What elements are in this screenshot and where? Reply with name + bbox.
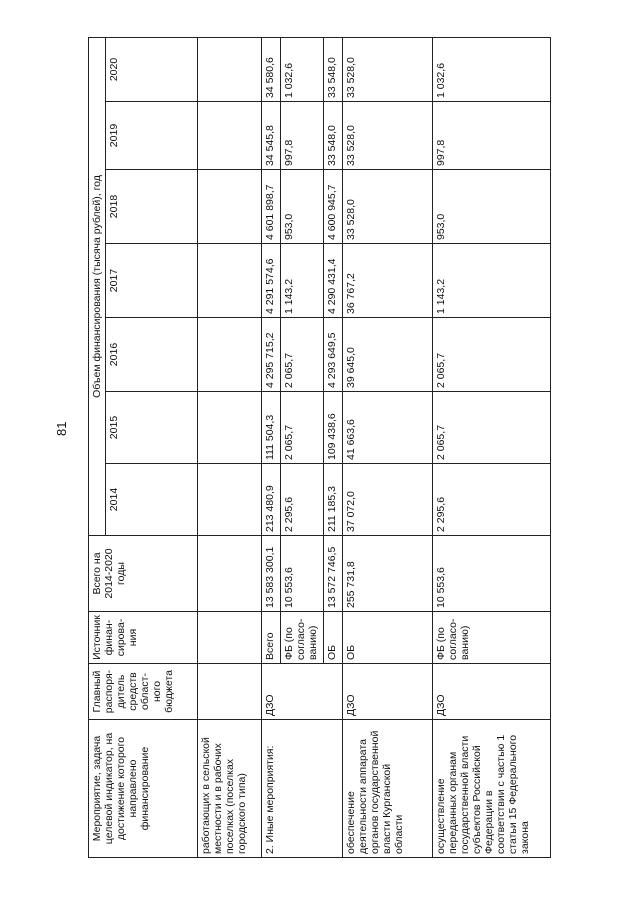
cell-value: 4 295 715,2: [262, 318, 281, 392]
header-year: 2015: [106, 392, 198, 464]
header-row-1: [89, 37, 106, 857]
cell-value: 4 291 574,6: [262, 244, 281, 318]
header-year: 2016: [106, 318, 198, 392]
cell-value: 39 645,0: [343, 318, 433, 392]
cell-value: 213 480,9: [262, 464, 281, 536]
cell-value: 953,0: [433, 170, 551, 244]
cell-source: [198, 612, 262, 664]
cell-source: Всего: [262, 612, 281, 664]
cell-value: 33 528,0: [343, 37, 433, 101]
cell-value: 997,8: [433, 102, 551, 170]
cell-value: 1 143,2: [433, 244, 551, 318]
cell-total: 10 553,6: [433, 536, 551, 612]
cell-event: работающих в сельской местности и в рабочих поселках (поселках городского типа): [198, 720, 262, 858]
cell-source: ОБ: [324, 612, 343, 664]
cell-value: 33 548,0: [324, 102, 343, 170]
cell-value: 33 548,0: [324, 37, 343, 101]
header-year: 2014: [106, 464, 198, 536]
cell-value: 4 293 649,5: [324, 318, 343, 392]
table-row: [433, 37, 551, 857]
cell-value: 2 065,7: [433, 318, 551, 392]
cell-value: 211 185,3: [324, 464, 343, 536]
cell-total: 10 553,6: [281, 536, 324, 612]
cell-value: 2 295,6: [281, 464, 324, 536]
cell-total: [198, 536, 262, 612]
cell-value: 4 290 431,4: [324, 244, 343, 318]
cell-value: [198, 102, 262, 170]
cell-value: [198, 170, 262, 244]
cell-value: 1 032,6: [281, 37, 324, 101]
cell-total: 255 731,8: [343, 536, 433, 612]
table-row: [343, 37, 433, 857]
cell-manager: ДЗО: [262, 664, 343, 720]
cell-value: 997,8: [281, 102, 324, 170]
cell-value: [198, 464, 262, 536]
cell-value: 33 528,0: [343, 170, 433, 244]
cell-total: 13 583 300,1: [262, 536, 281, 612]
cell-value: 2 295,6: [433, 464, 551, 536]
cell-value: 111 504,3: [262, 392, 281, 464]
funding-table: [88, 37, 551, 858]
cell-value: 41 663,6: [343, 392, 433, 464]
cell-manager: [198, 664, 262, 720]
cell-value: 34 580,6: [262, 37, 281, 101]
header-funding-group: Объем финансирования (тысяча рублей), год: [89, 37, 106, 535]
cell-value: [198, 244, 262, 318]
header-year: 2017: [106, 244, 198, 318]
cell-value: 4 600 945,7: [324, 170, 343, 244]
header-year: 2020: [106, 37, 198, 101]
cell-value: 1 032,6: [433, 37, 551, 101]
cell-value: 1 143,2: [281, 244, 324, 318]
cell-value: 33 528,0: [343, 102, 433, 170]
table-row: [198, 37, 262, 857]
cell-value: [198, 37, 262, 101]
cell-value: 953,0: [281, 170, 324, 244]
header-source: Источник финан-сирова-ния: [89, 612, 198, 664]
cell-value: 2 065,7: [281, 318, 324, 392]
header-manager: Главный распоря-дитель средств област-ного бюджета: [89, 664, 198, 720]
cell-manager: ДЗО: [433, 664, 551, 720]
cell-event: осуществление переданных органам государственной власти субъектов Российской Федерации в соответствии с частью 1 статьи 15 Федерального закона: [433, 720, 551, 858]
cell-value: 4 601 898,7: [262, 170, 281, 244]
cell-value: 36 767,2: [343, 244, 433, 318]
cell-value: 34 545,8: [262, 102, 281, 170]
cell-source: ОБ: [343, 612, 433, 664]
cell-source: ФБ (по согласо-ванию): [281, 612, 324, 664]
header-year: 2018: [106, 170, 198, 244]
cell-value: 37 072,0: [343, 464, 433, 536]
cell-manager: ДЗО: [343, 664, 433, 720]
cell-total: 13 572 746,5: [324, 536, 343, 612]
cell-source: ФБ (по согласо-ванию): [433, 612, 551, 664]
cell-value: [198, 392, 262, 464]
header-year: 2019: [106, 102, 198, 170]
page-number: 81: [54, 421, 69, 436]
cell-value: 2 065,7: [433, 392, 551, 464]
header-event: Мероприятие, задача целевой индикатор, на достижение которого направлено финансирование: [89, 720, 198, 858]
cell-value: 109 438,6: [324, 392, 343, 464]
cell-value: [198, 318, 262, 392]
header-total: Всего на 2014-2020 годы: [89, 536, 198, 612]
table-row: [262, 37, 281, 857]
rotated-table-area: [88, 38, 608, 858]
cell-event: обеспечение деятельности аппарата органов государственной власти Курганской области: [343, 720, 433, 858]
cell-event: 2. Иные мероприятия:: [262, 720, 343, 858]
cell-value: 2 065,7: [281, 392, 324, 464]
